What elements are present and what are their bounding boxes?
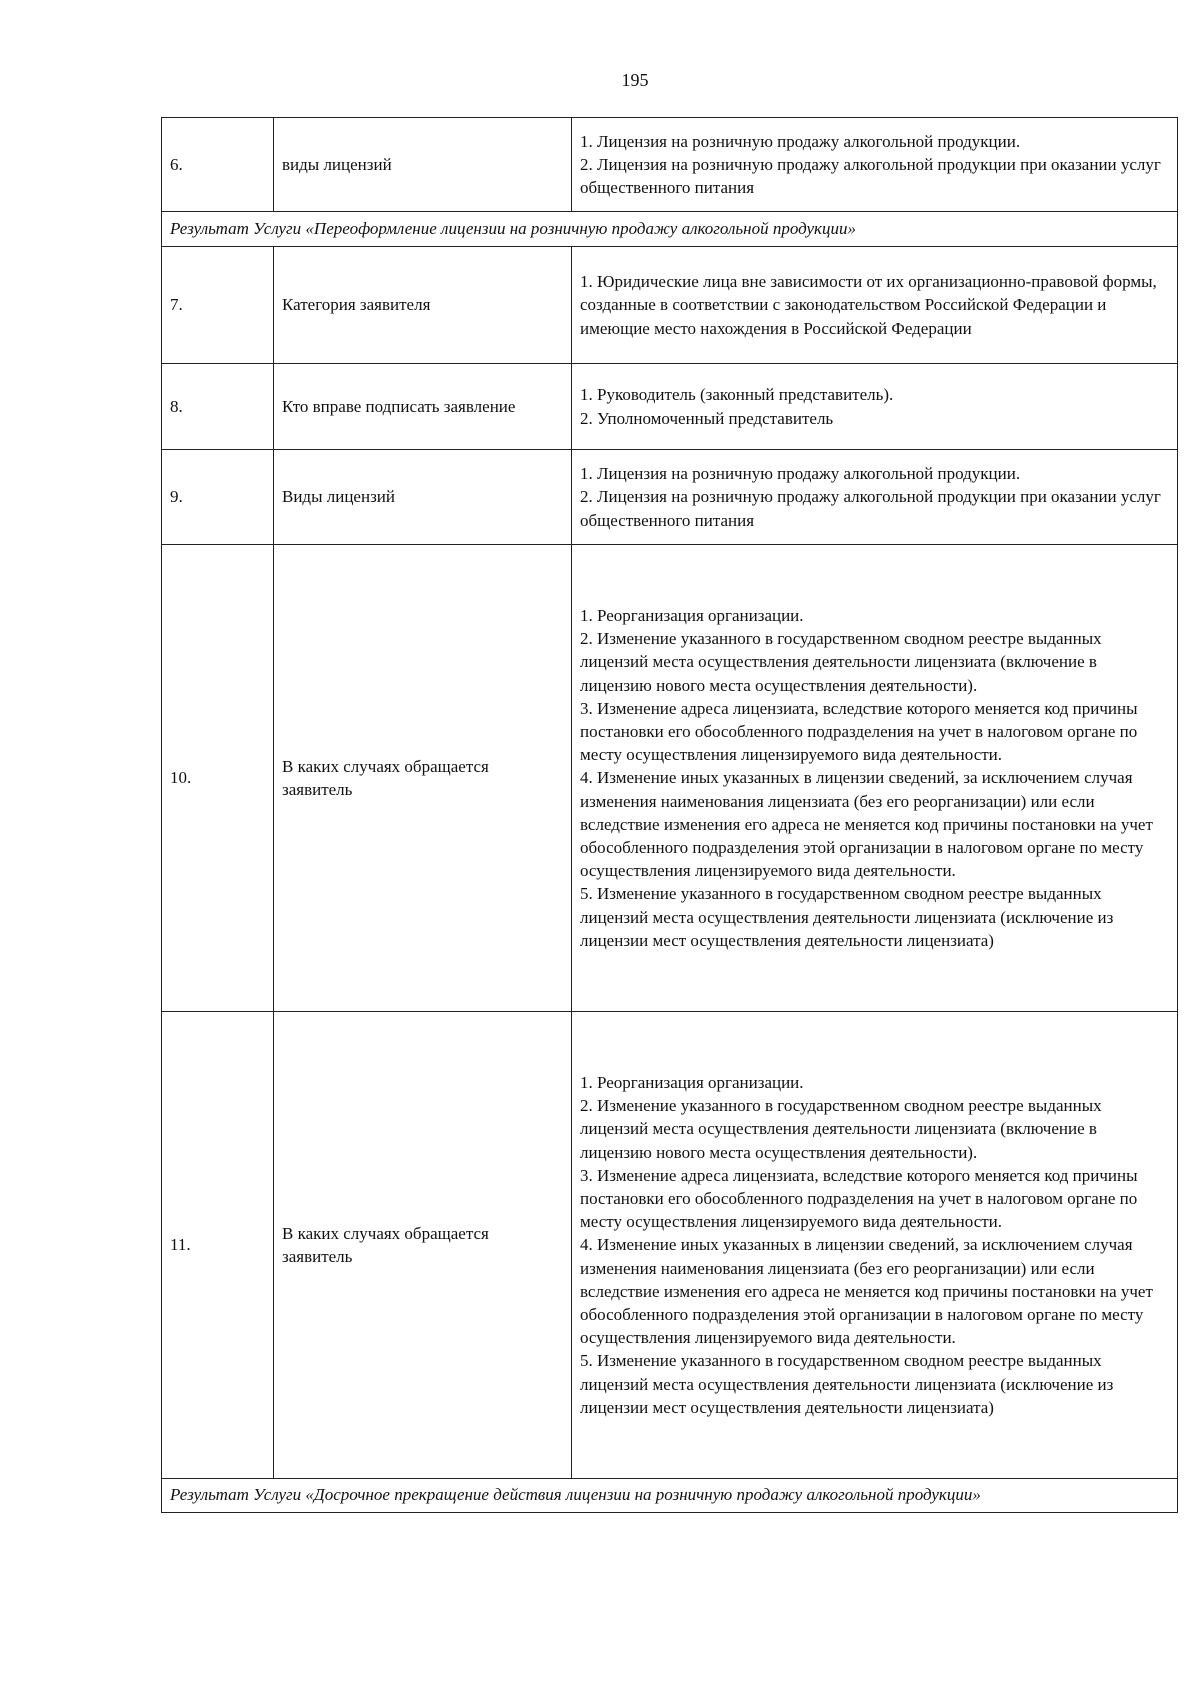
row-value: 1. Юридические лица вне зависимости от их организационно-правовой формы, созданные в соответствии с законодательством Российской Федерации и имеющие место нахождения в Российской Федерации [580, 272, 1157, 338]
section-title: Результат Услуги «Переоформление лицензии на розничную продажу алкогольной продукции» [162, 212, 1178, 247]
page-number: 195 [621, 70, 649, 90]
services-table [161, 117, 1178, 1513]
row-number: 10. [162, 545, 274, 1012]
row-value: 1. Реорганизация организации. 2. Изменение указанного в государственном сводном реестре выданных лицензий места осуществления деятельности лицензиата (включение в лицензию нового места осуществления деятельности). 3. Изменение адреса лицензиата, вследствие которого меняется код причины постановки его обособленного подразделения на учет в налоговом органе по месту осуществления лицензируемого вида деятельности. 4. Изменение иных указанных в лицензии сведений, за исключением случая изменения наименования лицензиата (без его реорганизации) или если вследствие изменения его адреса не меняется код причины постановки на учет обособленного подразделения этой организации в налоговом органе по месту осуществления лицензируемого вида деятельности. 5. Изменение указанного в государственном сводном реестре выданных лицензий места осуществления деятельности лицензиата (исключение из лицензии мест осуществления деятельности лицензиата) [580, 605, 1153, 950]
row-label: виды лицензий [274, 118, 572, 212]
table-row-9 [162, 450, 1178, 545]
row-value: 1. Лицензия на розничную продажу алкогольной продукции. 2. Лицензия на розничную продажу алкогольной продукции при оказании услуг общественного питания [580, 464, 1161, 530]
table-row-6 [162, 118, 1178, 212]
row-label: Категория заявителя [274, 247, 572, 364]
row-value: 1. Лицензия на розничную продажу алкогольной продукции. 2. Лицензия на розничную продажу алкогольной продукции при оказании услуг общественного питания [580, 131, 1161, 198]
row-number: 7. [162, 247, 274, 364]
row-number: 11. [162, 1012, 274, 1479]
section-header-reissue [162, 212, 1178, 247]
table-row-7 [162, 247, 1178, 364]
row-number: 8. [162, 364, 274, 450]
row-label: Виды лицензий [274, 450, 572, 545]
row-label: В каких случаях обращается заявитель [274, 545, 572, 1012]
table-row-11 [162, 1012, 1178, 1479]
row-value: 1. Реорганизация организации. 2. Изменение указанного в государственном сводном реестре выданных лицензий места осуществления деятельности лицензиата (включение в лицензию нового места осуществления деятельности). 3. Изменение адреса лицензиата, вследствие которого меняется код причины постановки его обособленного подразделения на учет в налоговом органе по месту осуществления лицензируемого вида деятельности. 4. Изменение иных указанных в лицензии сведений, за исключением случая изменения наименования лицензиата (без его реорганизации) или если вследствие изменения его адреса не меняется код причины постановки на учет обособленного подразделения этой организации в налоговом органе по месту осуществления лицензируемого вида деятельности. 5. Изменение указанного в государственном сводном реестре выданных лицензий места осуществления деятельности лицензиата (исключение из лицензии мест осуществления деятельности лицензиата) [580, 1072, 1153, 1417]
row-label: Кто вправе подписать заявление [274, 364, 572, 450]
section-title: Результат Услуги «Досрочное прекращение действия лицензии на розничную продажу алкогольной продукции» [162, 1479, 1178, 1513]
row-value: 1. Руководитель (законный представитель). 2. Уполномоченный представитель [580, 385, 894, 428]
table-row-8 [162, 364, 1178, 450]
row-number: 6. [162, 118, 274, 212]
row-label: В каких случаях обращается заявитель [274, 1012, 572, 1479]
table-row-10 [162, 545, 1178, 1012]
section-header-early-termination [162, 1479, 1178, 1513]
row-number: 9. [162, 450, 274, 545]
